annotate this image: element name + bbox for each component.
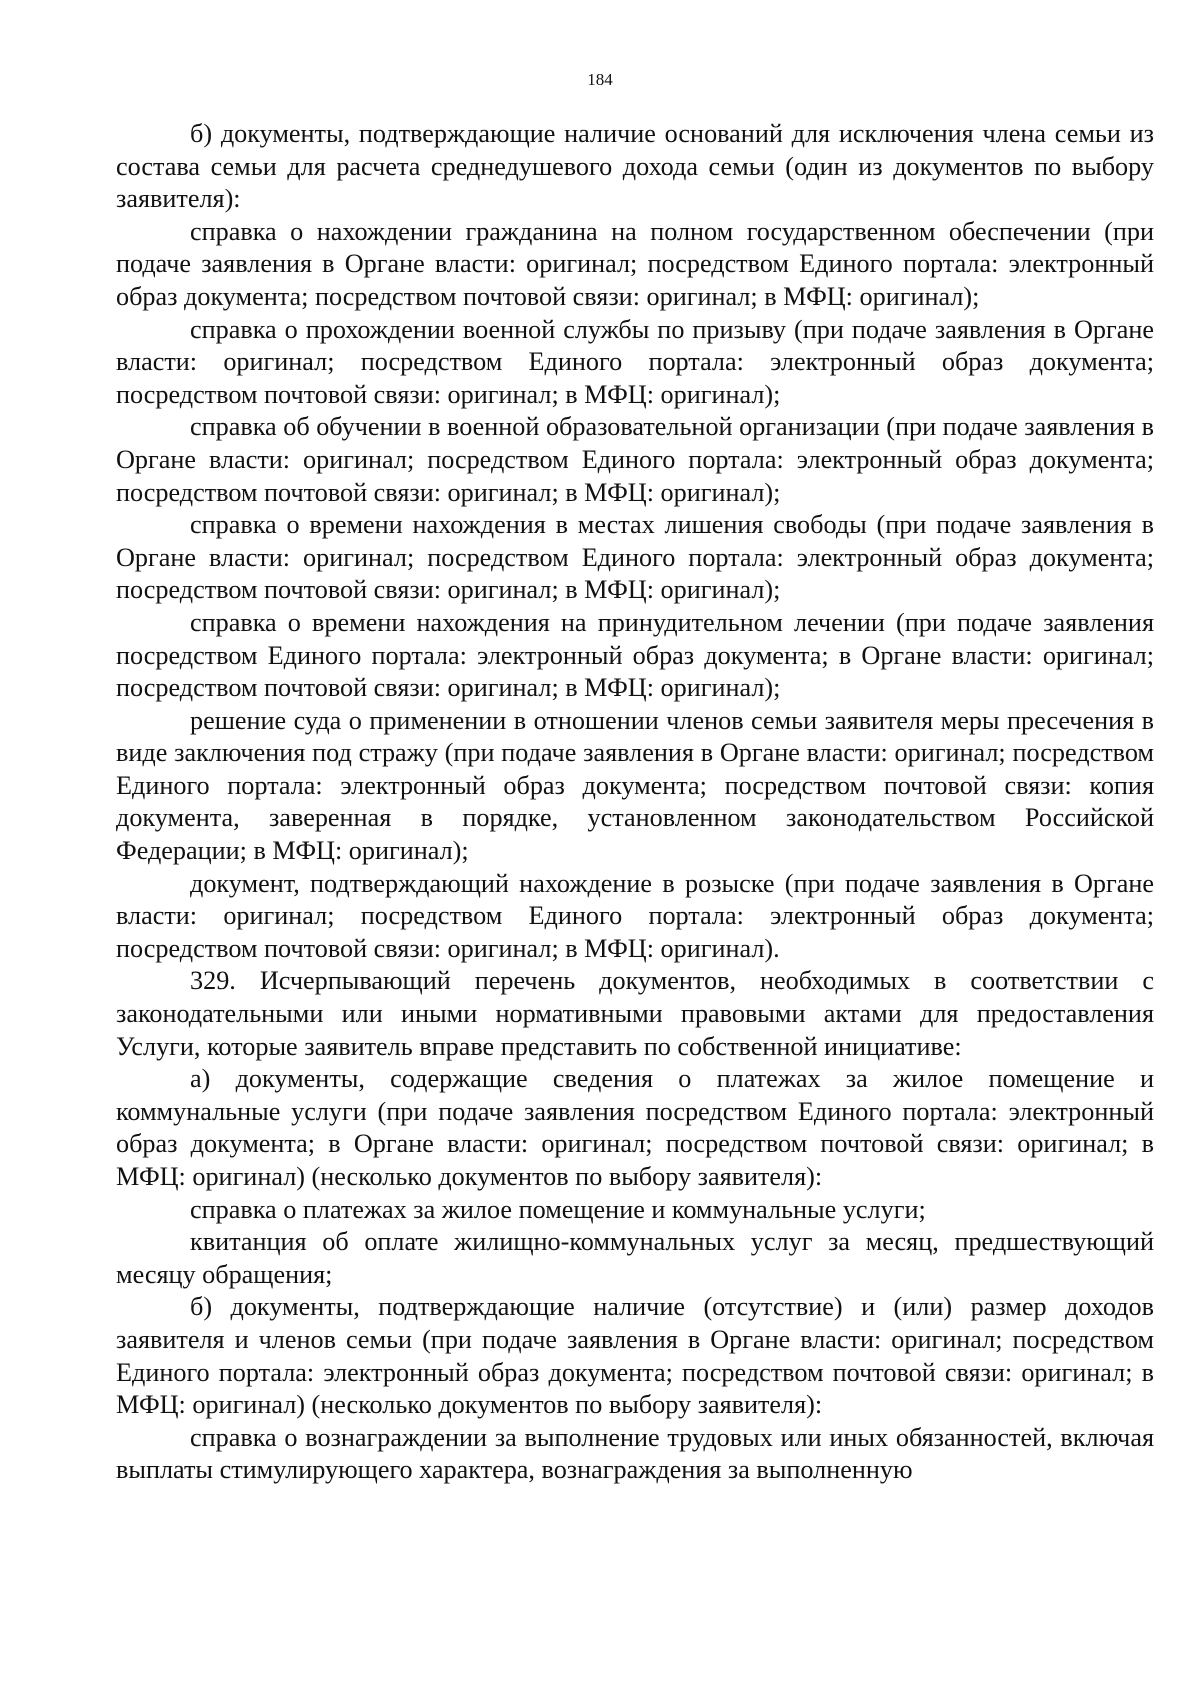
paragraph: справка о платежах за жилое помещение и коммунальные услуги; <box>190 1194 926 1224</box>
paragraph: справка о времени нахождения в местах лишения свободы (при подаче заявления в Органе власти: оригинал; посредством Единого портала: электронный образ документа; посредством почтовой связи: оригинал; в МФЦ: оригинал); <box>116 510 1154 605</box>
paragraph: решение суда о применении в отношении членов семьи заявителя меры пресечения в виде заключения под стражу (при подаче заявления в Органе власти: оригинал; посредством Единого портала: электронный образ документа; посредством почтовой связи: копия документа, заверенная в порядке, установленном законодательством Российской Федерации; в МФЦ: оригинал); <box>116 705 1154 866</box>
paragraph: а) документы, содержащие сведения о платежах за жилое помещение и коммунальные услуги (при подаче заявления посредством Единого портала: электронный образ документа; в Органе власти: оригинал; посредством почтовой связи: оригинал; в МФЦ: оригинал) (несколько документов по выбору заявителя): <box>116 1064 1154 1191</box>
paragraph: справка о времени нахождения на принудительном лечении (при подаче заявления посредством Единого портала: электронный образ документа; в Органе власти: оригинал; посредством почтовой связи: оригинал; в МФЦ: оригинал); <box>116 607 1154 703</box>
paragraph: 329. Исчерпывающий перечень документов, необходимых в соответствии с законодательными или иными нормативными правовыми актами для предоставления Услуги, которые заявитель вправе представить по собственной инициативе: <box>116 966 1154 1061</box>
page-number: 184 <box>587 70 613 89</box>
paragraph: документ, подтверждающий нахождение в розыске (при подаче заявления в Органе власти: оригинал; посредством Единого портала: электронный образ документа; посредством почтовой связи: оригинал; в МФЦ: оригинал). <box>116 868 1154 963</box>
paragraph: справка о нахождении гражданина на полном государственном обеспечении (при подаче заявления в Органе власти: оригинал; посредством Единого портала: электронный образ документа; посредством почтовой связи: оригинал; в МФЦ: оригинал); <box>116 216 1154 311</box>
paragraph: квитанция об оплате жилищно-коммунальных услуг за месяц, предшествующий месяцу обращения; <box>116 1227 1154 1289</box>
paragraph: справка об обучении в военной образовательной организации (при подаче заявления в Органе власти: оригинал; посредством Единого портала: электронный образ документа; посредством почтовой связи: оригинал; в МФЦ: оригинал); <box>116 412 1154 507</box>
document-body <box>116 118 1154 1487</box>
paragraph: справка о вознаграждении за выполнение трудовых или иных обязанностей, включая выплаты стимулирующего характера, вознаграждения за выполненную <box>116 1422 1154 1485</box>
paragraph: б) документы, подтверждающие наличие (отсутствие) и (или) размер доходов заявителя и членов семьи (при подаче заявления в Органе власти: оригинал; посредством Единого портала: электронный образ документа; посредством почтовой связи: оригинал; в МФЦ: оригинал) (несколько документов по выбору заявителя): <box>116 1292 1154 1420</box>
paragraph: справка о прохождении военной службы по призыву (при подаче заявления в Органе власти: оригинал; посредством Единого портала: электронный образ документа; посредством почтовой связи: оригинал; в МФЦ: оригинал); <box>116 314 1154 409</box>
paragraph: б) документы, подтверждающие наличие оснований для исключения члена семьи из состава семьи для расчета среднедушевого дохода семьи (один из документов по выбору заявителя): <box>116 119 1154 214</box>
